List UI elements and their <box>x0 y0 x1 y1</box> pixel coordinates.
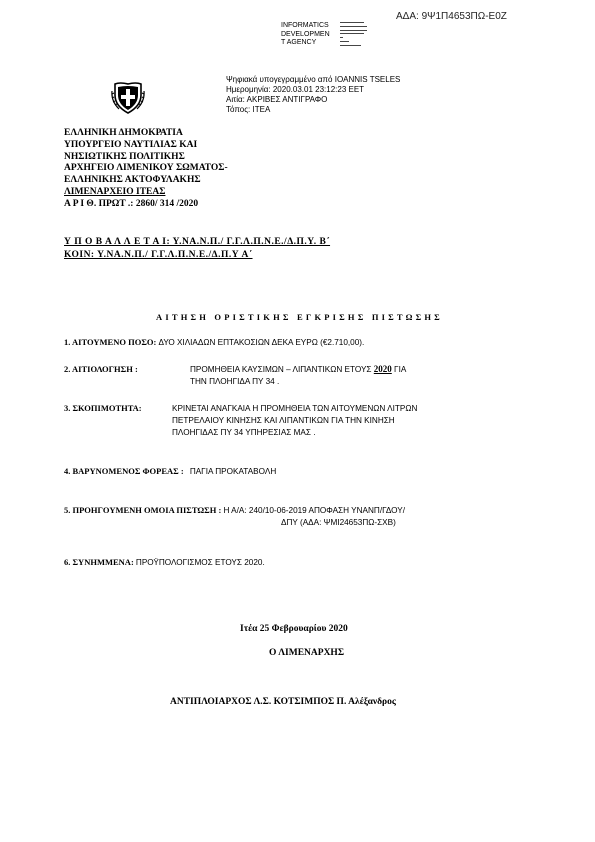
digital-signature-info <box>226 75 400 115</box>
signed-by: Ψηφιακά υπογεγραμμένο από IOANNIS TSELES <box>226 75 401 84</box>
item-value: Η Α/Α: 240/10-06-2019 ΑΠΟΦΑΣΗ ΥΝΑΝΠ/ΓΔΟΥ/ <box>223 506 405 515</box>
authority-header <box>64 128 228 211</box>
item-label: 4. ΒΑΡΥΝΟΜΕΝΟΣ ΦΟΡΕΑΣ : <box>64 466 184 476</box>
recipient-to: Υ Π Ο Β Α Λ Λ Ε Τ Α Ι: Υ.ΝΑ.Ν.Π./ Γ.Γ.Λ.Π.Ν.Ε./Δ.Π.Υ. Β΄ <box>64 237 331 247</box>
item-attachments <box>64 557 265 568</box>
item-expediency-label: 3. ΣΚΟΠΙΜΟΤΗΤΑ: <box>64 403 142 413</box>
header-line: ΝΗΣΙΩΤΙΚΗΣ ΠΟΛΙΤΙΚΗΣ <box>64 151 185 162</box>
item-value: ΔΥΟ ΧΙΛΙΑΔΩΝ ΕΠΤΑΚΟΣΙΩΝ ΔΕΚΑ ΕΥΡΩ (€2.710,00). <box>158 338 365 347</box>
signatory-name: ΑΝΤΙΠΛΟΙΑΡΧΟΣ Λ.Σ. ΚΟΤΣΙΜΠΟΣ Π. Αλέξανδρος <box>170 697 396 707</box>
header-line: ΕΛΛΗΝΙΚΗ ΔΗΜΟΚΡΑΤΙΑ <box>64 128 183 138</box>
ada-code: ΑΔΑ: 9Ψ1Π4653ΠΩ-Ε0Ζ <box>396 11 507 22</box>
signing-date: Ιτέα 25 Φεβρουαρίου 2020 <box>240 624 348 634</box>
item-expediency-line3: ΠΛΟΗΓΙΔΑΣ ΠΥ 34 ΥΠΗΡΕΣΙΑΣ ΜΑΣ . <box>172 428 316 437</box>
header-line: ΕΛΛΗΝΙΚΗΣ ΑΚΤΟΦΥΛΑΚΗΣ <box>64 175 201 186</box>
item-value: ΓΙΑ <box>391 365 407 374</box>
header-line: ΑΡΧΗΓΕΙΟ ΛΙΜΕΝΙΚΟΥ ΣΩΜΑΤΟΣ- <box>64 163 228 174</box>
stamp-line: T AGENCY <box>281 39 317 46</box>
item-justification-value-line2: ΤΗΝ ΠΛΟΗΓΙΔΑ ΠΥ 34 . <box>190 377 280 386</box>
signature-stamp-logo <box>281 22 330 48</box>
recipient-cc: ΚΟΙΝ: Υ.ΝΑ.Ν.Π./ Γ.Γ.Λ.Π.Ν.Ε./Δ.Π.Υ Α΄ <box>64 250 253 260</box>
item-requested-amount <box>64 337 364 348</box>
header-line: ΥΠΟΥΡΓΕΙΟ ΝΑΥΤΙΛΙΑΣ ΚΑΙ <box>64 139 198 150</box>
greek-emblem-icon <box>111 81 145 115</box>
item-justification-value <box>190 364 406 375</box>
item-value: ΠΡΟΜΗΘΕΙΑ ΚΑΥΣΙΜΩΝ – ΛΙΠΑΝΤΙΚΩΝ ΕΤΟΥΣ <box>190 365 374 374</box>
stamp-fine-print: ▬▬▬▬▬▬▬▬ ▬▬▬▬▬▬▬▬▬ ▬▬▬▬▬▬▬▬▬ ▬▬▬▬▬▬▬▬ ▬ ▬▬▬ ▬▬▬▬▬▬▬ <box>340 20 367 47</box>
item-value: ΠΑΓΙΑ ΠΡΟΚΑΤΑΒΟΛΗ <box>189 467 277 476</box>
item-label: 5. ΠΡΟΗΓΟΥΜΕΝΗ ΟΜΟΙΑ ΠΙΣΤΩΣΗ : <box>64 505 222 515</box>
item-previous-credit <box>64 505 405 516</box>
item-expediency-line1: ΚΡΙΝΕΤΑΙ ΑΝΑΓΚΑΙΑ Η ΠΡΟΜΗΘΕΙΑ ΤΩΝ ΑΙΤΟΥΜΕΝΩΝ ΛΙΤΡΩΝ <box>172 404 418 413</box>
stamp-line: DEVELOPMEN <box>281 30 330 38</box>
header-office: ΛΙΜΕΝΑΡΧΕΙΟ ΙΤΕΑΣ <box>64 186 166 197</box>
stamp-line: INFORMATICS <box>281 22 329 29</box>
item-label: 6. ΣΥΝΗΜΜΕΝΑ: <box>64 557 134 567</box>
recipients <box>64 236 330 262</box>
item-charged-body <box>64 466 276 477</box>
signature-location: Τόπος: ΙΤΕΑ <box>226 105 271 114</box>
signature-reason: Αιτία: ΑΚΡΙΒΕΣ ΑΝΤΙΓΡΑΦΟ <box>226 95 328 104</box>
item-expediency-line2: ΠΕΤΡΕΛΑΙΟΥ ΚΙΝΗΣΗΣ ΚΑΙ ΛΙΠΑΝΤΙΚΩΝ ΓΙΑ ΤΗΝ ΚΙΝΗΣΗ <box>172 416 395 425</box>
signature-date: Ημερομηνία: 2020.03.01 23:12:23 EET <box>226 85 365 94</box>
item-justification-label: 2. ΑΙΤΙΟΛΟΓΗΣΗ : <box>64 364 138 374</box>
signatory-role: Ο ΛΙΜΕΝΑΡΧΗΣ <box>269 648 345 658</box>
item-year: 2020 <box>373 364 392 374</box>
item-value: ΠΡΟΫΠΟΛΟΓΙΣΜΟΣ ΕΤΟΥΣ 2020. <box>135 558 265 567</box>
protocol-number: Α Ρ Ι Θ. ΠΡΩΤ .: 2860/ 314 /2020 <box>64 198 199 209</box>
item-previous-credit-line2: ΔΠΥ (ΑΔΑ: ΨΜΙ24653ΠΩ-ΣΧΒ) <box>281 518 396 527</box>
document-title: ΑΙΤΗΣΗ ΟΡΙΣΤΙΚΗΣ ΕΓΚΡΙΣΗΣ ΠΙΣΤΩΣΗΣ <box>156 312 443 322</box>
item-label: 1. ΑΙΤΟΥΜΕΝΟ ΠΟΣΟ: <box>64 337 157 347</box>
